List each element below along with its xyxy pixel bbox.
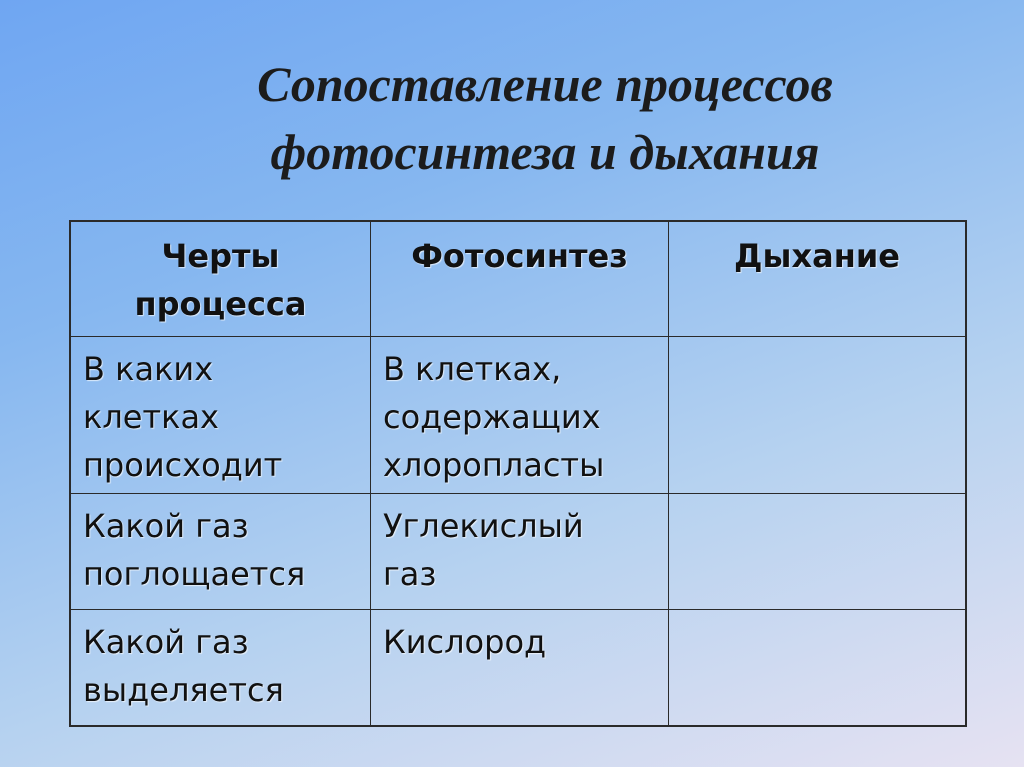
cell-line: Какой газ xyxy=(83,506,249,545)
row-1-feature xyxy=(70,336,370,493)
header-features xyxy=(70,221,370,336)
comparison-table xyxy=(69,220,967,727)
cell-line: хлоропласты xyxy=(382,445,605,484)
row-3-photosynthesis xyxy=(370,609,668,726)
cell-line: происходит xyxy=(83,445,283,484)
cell-line: В клетках, xyxy=(382,349,562,388)
cell-line: поглощается xyxy=(83,554,306,593)
table-row xyxy=(70,609,966,726)
table-row xyxy=(70,493,966,609)
cell-line: содержащих xyxy=(382,397,601,436)
row-1-respiration xyxy=(669,336,967,493)
cell-line: Кислород xyxy=(382,622,547,661)
header-respiration: Дыхание xyxy=(669,221,967,336)
row-3-feature xyxy=(70,609,370,726)
cell-line: Какой газ xyxy=(83,622,249,661)
cell-line: клетках xyxy=(83,397,219,436)
row-3-respiration xyxy=(669,609,967,726)
cell-line: В каких xyxy=(83,349,214,388)
cell-line: газ xyxy=(382,554,437,593)
header-features-line-2: процесса xyxy=(134,285,307,323)
row-2-feature xyxy=(70,493,370,609)
cell-line: Углекислый xyxy=(382,506,584,545)
title-line-2: фотосинтеза и дыхания xyxy=(270,124,820,180)
header-photosynthesis: Фотосинтез xyxy=(370,221,668,336)
row-1-photosynthesis xyxy=(370,336,668,493)
header-features-line-1: Черты xyxy=(161,237,280,275)
cell-line: выделяется xyxy=(83,670,284,709)
table-header-row xyxy=(70,221,966,336)
row-2-photosynthesis xyxy=(370,493,668,609)
row-2-respiration xyxy=(669,493,967,609)
slide-title xyxy=(120,50,970,186)
title-line-1: Сопоставление процессов xyxy=(257,56,833,112)
table-row xyxy=(70,336,966,493)
